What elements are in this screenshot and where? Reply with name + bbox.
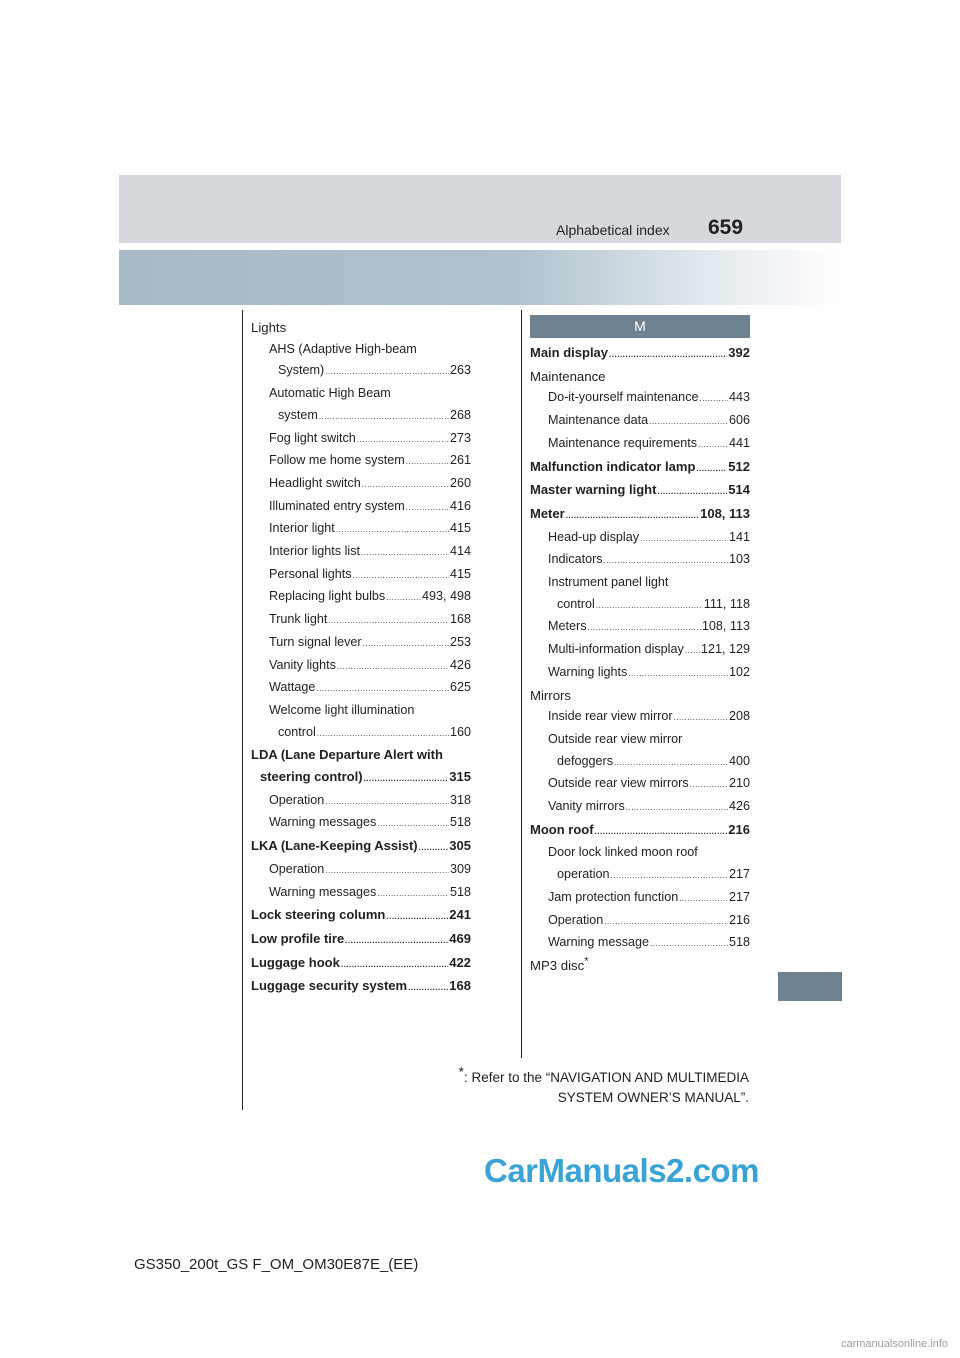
index-entry	[530, 549, 750, 572]
dot-leader	[353, 565, 449, 587]
index-entry	[251, 904, 471, 928]
dot-leader	[588, 617, 701, 639]
index-entry-term: Follow me home system	[269, 453, 405, 468]
index-entry	[251, 518, 471, 541]
index-entry	[530, 773, 750, 796]
index-entry-page: 392	[728, 345, 750, 360]
index-entry-term: LDA (Lane Departure Alert with	[251, 747, 443, 763]
index-entry-term: Do-it-yourself maintenance	[548, 390, 699, 405]
index-entry	[251, 790, 471, 813]
dot-leader	[626, 797, 728, 819]
dot-leader	[377, 813, 449, 835]
index-entry-page: 426	[449, 657, 471, 672]
index-entry-page: 268	[449, 407, 471, 422]
index-entry-term: Inside rear view mirror	[548, 709, 673, 724]
index-entry	[251, 722, 471, 745]
index-entry	[530, 616, 750, 639]
dot-leader	[698, 434, 728, 456]
index-entry-page: 168	[449, 978, 471, 994]
dot-leader	[345, 930, 448, 952]
index-entry-page: 625	[449, 680, 471, 695]
dot-leader	[361, 542, 449, 564]
index-entry-term: Vanity mirrors	[548, 799, 625, 814]
dot-leader	[336, 519, 449, 541]
index-entry	[251, 700, 471, 722]
index-entry	[251, 383, 471, 405]
index-entry-term: Automatic High Beam	[269, 386, 391, 401]
dot-leader	[325, 860, 449, 882]
dot-leader	[419, 837, 449, 859]
dot-leader	[325, 791, 449, 813]
dot-leader	[604, 550, 728, 572]
index-entry-page: 261	[449, 453, 471, 468]
dot-leader	[690, 774, 728, 796]
index-entry-term: Luggage security system	[251, 978, 408, 994]
index-entry	[251, 609, 471, 632]
index-entry	[251, 859, 471, 882]
index-entry	[251, 744, 471, 766]
index-entry-term: Meters	[548, 619, 587, 634]
dot-leader	[649, 411, 728, 433]
index-entry	[530, 887, 750, 910]
index-entry-page: 241	[449, 907, 471, 923]
dot-leader	[362, 474, 449, 496]
index-entry	[530, 342, 750, 366]
index-entry-term: LKA (Lane-Keeping Assist)	[251, 838, 418, 854]
index-entry-term: Lock steering column	[251, 907, 386, 923]
index-entry-term: Fog light switch	[269, 430, 356, 445]
index-entry	[530, 932, 750, 955]
index-entry-page: 512	[728, 458, 750, 474]
dot-leader	[657, 481, 727, 503]
index-entry	[251, 564, 471, 587]
index-entry-page: 160	[449, 724, 471, 739]
index-entry-page: 315	[449, 769, 471, 785]
column-divider-middle	[521, 310, 522, 1058]
index-entry	[251, 835, 471, 859]
dot-leader	[611, 865, 728, 887]
index-entry-term: Maintenance	[530, 368, 606, 384]
index-entry-term: Outside rear view mirrors	[548, 776, 689, 791]
index-entry-page: 493, 498	[421, 589, 471, 604]
index-entry-term: Moon roof	[530, 821, 594, 837]
dot-leader	[595, 821, 728, 843]
index-entry-term: operation	[557, 867, 610, 882]
index-entry	[251, 586, 471, 609]
index-entry-page: 469	[449, 930, 471, 946]
dot-leader	[566, 505, 699, 527]
index-entry	[530, 503, 750, 527]
index-entry-term: Outside rear view mirror	[548, 731, 683, 746]
index-entry-term: Maintenance data	[548, 413, 649, 428]
index-entry	[251, 541, 471, 564]
index-entry-page: 216	[728, 912, 750, 927]
index-entry-term: Indicators	[548, 552, 603, 567]
index-entry-term: Luggage hook	[251, 954, 340, 970]
dot-leader	[319, 406, 449, 428]
index-entry-page: 217	[728, 867, 750, 882]
index-side-tab	[778, 972, 842, 1001]
index-entry	[251, 975, 471, 999]
index-entry	[251, 952, 471, 976]
index-entry-term: Low profile tire	[251, 930, 345, 946]
footnote-marker: *	[458, 1063, 464, 1080]
index-entry-term: Headlight switch	[269, 475, 361, 490]
index-entry-page: 260	[449, 475, 471, 490]
index-entry-page: 108, 113	[701, 619, 750, 634]
index-entry	[251, 317, 471, 339]
index-entry	[530, 864, 750, 887]
index-entry-term: Vanity lights	[269, 657, 336, 672]
dot-leader	[640, 528, 728, 550]
index-entry-term: Warning messages	[269, 815, 377, 830]
index-entry-term: Meter	[530, 505, 565, 521]
dot-leader	[596, 595, 703, 617]
index-entry	[530, 572, 750, 594]
index-entry-page: 217	[728, 889, 750, 904]
index-entry-term: steering control)	[260, 769, 363, 785]
index-entry-page: 415	[449, 521, 471, 536]
dot-leader	[386, 906, 448, 928]
dot-leader	[363, 633, 449, 655]
index-entry-term: Operation	[548, 912, 604, 927]
index-entry-term: Illuminated entry system	[269, 498, 405, 513]
index-entry-page: 518	[449, 815, 471, 830]
index-entry-term: MP3 disc	[530, 957, 585, 973]
index-entry-page: 415	[449, 566, 471, 581]
index-entry	[530, 706, 750, 729]
index-entry	[251, 405, 471, 428]
index-entry-page: 309	[449, 861, 471, 876]
index-entry-page: 400	[728, 753, 750, 768]
index-entry-term: Welcome light illumination	[269, 702, 415, 717]
index-entry-term: Instrument panel light	[548, 575, 669, 590]
index-entry-page: 210	[728, 776, 750, 791]
index-entry-term: Warning messages	[269, 884, 377, 899]
dot-leader	[628, 663, 728, 685]
dot-leader	[364, 768, 449, 790]
index-entry-page: 422	[449, 954, 471, 970]
index-entry-term: system	[278, 407, 318, 422]
index-entry	[530, 842, 750, 864]
footnote-reference-marker: *	[584, 955, 589, 968]
watermark-logo[interactable]: CarManuals2.com	[484, 1152, 759, 1189]
index-entry-term: Maintenance requirements	[548, 435, 698, 450]
index-entry-term: Main display	[530, 345, 609, 360]
dot-leader	[328, 610, 449, 632]
document-code: GS350_200t_GS F_OM_OM30E87E_(EE)	[134, 1256, 419, 1273]
dot-leader	[357, 429, 449, 451]
index-entry-page: 108, 113	[700, 505, 750, 521]
index-entry-page: 414	[449, 544, 471, 559]
index-entry	[251, 339, 471, 361]
index-entry-page: 441	[728, 435, 750, 450]
index-entry-term: Interior light	[269, 521, 335, 536]
index-entry-term: control	[557, 596, 595, 611]
index-entry	[530, 639, 750, 662]
index-entry	[251, 496, 471, 519]
index-entry	[251, 882, 471, 905]
index-entry-page: 103	[728, 552, 750, 567]
index-entry	[251, 928, 471, 952]
index-entry-page: 216	[728, 821, 750, 837]
column-divider-left	[242, 310, 243, 1110]
dot-leader	[614, 752, 728, 774]
index-entry	[530, 819, 750, 843]
index-entry-term: defoggers	[557, 753, 614, 768]
index-entry	[251, 677, 471, 700]
index-entry-term: Replacing light bulbs	[269, 589, 386, 604]
dot-leader	[674, 707, 728, 729]
index-entry-term: Warning message	[548, 935, 650, 950]
index-entry-page: 518	[449, 884, 471, 899]
index-entry-term: Head-up display	[548, 529, 640, 544]
dot-leader	[604, 911, 728, 933]
index-entry-term: Jam protection function	[548, 889, 679, 904]
index-entry-page: 606	[728, 413, 750, 428]
header-band	[119, 250, 841, 305]
index-entry-term: Multi-information display	[548, 642, 684, 657]
dot-leader	[386, 587, 421, 609]
index-entry	[251, 812, 471, 835]
index-entry	[530, 387, 750, 410]
dot-leader	[406, 451, 449, 473]
index-entry-page: 102	[728, 664, 750, 679]
index-entry-page: 121, 129	[700, 642, 750, 657]
index-entry	[530, 910, 750, 933]
index-entry-page: 141	[728, 529, 750, 544]
dot-leader	[317, 723, 449, 745]
index-entry-page: 514	[728, 482, 750, 498]
dot-leader	[406, 497, 449, 519]
index-entry-term: System)	[278, 363, 325, 378]
index-entry	[530, 410, 750, 433]
section-letter-header: M	[530, 315, 750, 338]
index-entry-term: Warning lights	[548, 664, 628, 679]
index-entry-term: control	[278, 724, 316, 739]
page-number: 659	[708, 216, 744, 239]
index-entry	[251, 428, 471, 451]
dot-leader	[341, 954, 448, 976]
index-entry-term: Operation	[269, 792, 325, 807]
index-entry-term: AHS (Adaptive High-beam	[269, 341, 417, 356]
index-entry	[530, 479, 750, 503]
dot-leader	[325, 361, 449, 383]
index-entry-page: 426	[728, 799, 750, 814]
index-entry-page: 318	[449, 792, 471, 807]
index-entry-page: 518	[728, 935, 750, 950]
footnote-line-1: : Refer to the “NAVIGATION AND MULTIMEDIA	[463, 1070, 749, 1085]
index-entry	[251, 632, 471, 655]
dot-leader	[337, 656, 449, 678]
index-entry	[251, 473, 471, 496]
dot-leader	[679, 888, 728, 910]
index-entry-page: 253	[449, 634, 471, 649]
index-entry	[251, 450, 471, 473]
index-entry	[530, 662, 750, 685]
index-entry-page: 273	[449, 430, 471, 445]
index-entry-term: Door lock linked moon roof	[548, 845, 698, 860]
index-entry-term: Interior lights list	[269, 544, 360, 559]
index-entry-term: Lights	[251, 320, 287, 335]
index-entry-term: Wattage	[269, 680, 316, 695]
index-entry	[530, 955, 750, 977]
dot-leader	[408, 977, 448, 999]
footnote-line-2: SYSTEM OWNER’S MANUAL”.	[557, 1090, 749, 1105]
index-entry	[530, 796, 750, 819]
index-entry-page: 416	[449, 498, 471, 513]
index-entry	[530, 685, 750, 707]
index-entry-page: 208	[728, 709, 750, 724]
index-entry	[530, 729, 750, 751]
index-entry-page: 305	[449, 838, 471, 854]
dot-leader	[316, 678, 449, 700]
index-entry-term: Malfunction indicator lamp	[530, 458, 696, 474]
index-entry	[251, 360, 471, 383]
index-entry	[251, 655, 471, 678]
index-entry	[530, 527, 750, 550]
index-entry	[530, 456, 750, 480]
index-entries-right	[530, 342, 750, 977]
index-entry-term: Master warning light	[530, 482, 657, 498]
watermark-site[interactable]: carmanualsonline.info	[840, 1338, 948, 1350]
index-entry-page: 168	[449, 612, 471, 627]
footnote	[458, 1063, 749, 1108]
index-entry-page: 263	[449, 363, 471, 378]
index-column-right	[530, 315, 750, 977]
header-title: Alphabetical index	[556, 222, 670, 238]
dot-leader	[377, 883, 449, 905]
index-entry-term: Operation	[269, 861, 325, 876]
index-entry-page: 443	[728, 390, 750, 405]
index-entry-term: Trunk light	[269, 612, 328, 627]
index-column-left	[251, 317, 471, 999]
index-entry-term: Turn signal lever	[269, 634, 362, 649]
index-entry	[530, 751, 750, 774]
index-entry-page: 111, 118	[703, 596, 750, 611]
index-entry	[530, 594, 750, 617]
dot-leader	[696, 458, 727, 480]
index-entry-term: Personal lights	[269, 566, 352, 581]
dot-leader	[685, 640, 700, 662]
dot-leader	[650, 933, 728, 955]
dot-leader	[700, 388, 728, 410]
index-entry-term: Mirrors	[530, 687, 572, 703]
index-entry	[530, 433, 750, 456]
index-entry	[251, 766, 471, 790]
index-entry	[530, 366, 750, 388]
dot-leader	[609, 344, 727, 366]
